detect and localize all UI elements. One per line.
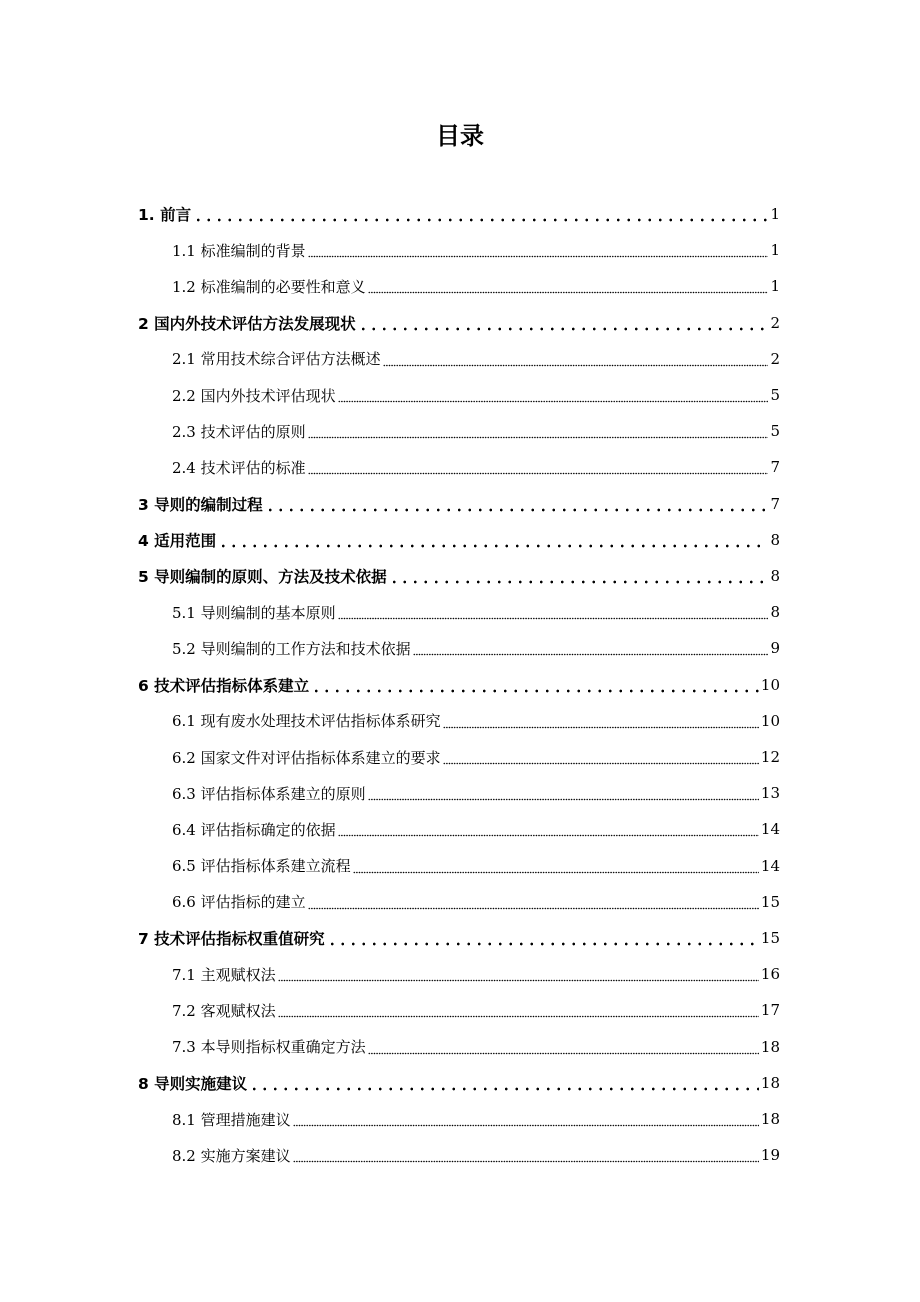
toc-dot-leader	[265, 486, 769, 522]
toc-dot-leader	[308, 884, 759, 920]
toc-chapter-entry[interactable]	[0, 305, 920, 341]
toc-entry-label: 6.4 评估指标确定的依据	[172, 820, 336, 839]
toc-page-number: 15	[760, 892, 780, 911]
toc-dot-leader	[383, 341, 769, 377]
toc-dot-leader	[338, 811, 759, 847]
toc-chapter-entry[interactable]	[0, 667, 920, 703]
toc-entry-label: 6.2 国家文件对评估指标体系建立的要求	[172, 748, 441, 767]
toc-dot-leader	[293, 1101, 759, 1137]
toc-entry-label: 7.2 客观赋权法	[172, 1001, 276, 1020]
toc-dot-leader	[368, 1029, 759, 1065]
toc-section-entry[interactable]	[0, 848, 920, 884]
toc-entry-label: 1.2 标准编制的必要性和意义	[172, 277, 366, 296]
toc-dot-leader	[338, 594, 769, 630]
toc-page-number: 14	[760, 820, 780, 839]
toc-dot-leader	[278, 956, 759, 992]
toc-entry-label: 6.6 评估指标的建立	[172, 893, 306, 912]
toc-page-number: 2	[770, 313, 780, 332]
toc-section-entry[interactable]	[0, 811, 920, 847]
toc-section-entry[interactable]	[0, 377, 920, 413]
toc-section-entry[interactable]	[0, 341, 920, 377]
toc-entry-label: 2.3 技术评估的原则	[172, 422, 306, 441]
toc-chapter-entry[interactable]	[0, 920, 920, 956]
toc-section-entry[interactable]	[0, 884, 920, 920]
toc-page-number: 13	[760, 784, 780, 803]
toc-entry-label: 8.2 实施方案建议	[172, 1146, 291, 1165]
toc-chapter-entry[interactable]	[0, 558, 920, 594]
toc-section-entry[interactable]	[0, 1137, 920, 1173]
toc-dot-leader	[218, 522, 768, 558]
toc-page-number: 7	[770, 494, 780, 513]
toc-dot-leader	[368, 268, 769, 304]
page-title: 目录	[436, 122, 484, 150]
toc-page-number: 1	[770, 241, 780, 260]
toc-section-entry[interactable]	[0, 992, 920, 1028]
toc-section-entry[interactable]	[0, 232, 920, 268]
toc-entry-label: 2.1 常用技术综合评估方法概述	[172, 350, 381, 369]
toc-dot-leader	[353, 848, 759, 884]
toc-entry-label: 7 技术评估指标权重值研究	[138, 930, 325, 948]
toc-dot-leader	[327, 920, 759, 956]
toc-section-entry[interactable]	[0, 739, 920, 775]
toc-dot-leader	[278, 992, 759, 1028]
toc-entry-label: 6 技术评估指标体系建立	[138, 676, 310, 695]
toc-entry-label: 7.3 本导则指标权重确定方法	[172, 1038, 366, 1057]
toc-page-number: 19	[760, 1146, 780, 1165]
toc-page-number: 2	[770, 349, 780, 368]
toc-chapter-entry[interactable]	[0, 1065, 920, 1101]
toc-section-entry[interactable]	[0, 449, 920, 485]
toc-entry-label: 2.4 技术评估的标准	[172, 458, 306, 477]
toc-page-number: 9	[770, 639, 780, 658]
toc-dot-leader	[293, 1137, 759, 1173]
toc-section-entry[interactable]	[0, 630, 920, 666]
toc-entry-label: 6.5 评估指标体系建立流程	[172, 857, 351, 876]
toc-page-number: 14	[760, 856, 780, 875]
toc-dot-leader	[358, 305, 769, 341]
toc-entry-label: 5.2 导则编制的工作方法和技术依据	[172, 639, 411, 658]
toc-page-number: 18	[760, 1073, 780, 1092]
toc-page-number: 18	[760, 1037, 780, 1056]
toc-page-number: 10	[760, 675, 780, 694]
toc-page-number: 15	[760, 929, 780, 947]
toc-dot-leader	[249, 1065, 759, 1101]
toc-page-number: 1	[770, 277, 780, 296]
toc-dot-leader	[338, 377, 769, 413]
toc-section-entry[interactable]	[0, 1029, 920, 1065]
toc-entry-label: 8 导则实施建议	[138, 1074, 248, 1093]
toc-entry-label: 4 适用范围	[138, 531, 217, 550]
toc-page-number: 8	[770, 567, 780, 585]
toc-dot-leader	[389, 558, 769, 594]
toc-entry-label: 1. 前言	[138, 206, 192, 224]
toc-page-number: 8	[770, 603, 780, 622]
toc-entry-label: 2.2 国内外技术评估现状	[172, 386, 336, 405]
toc-page-number: 18	[760, 1110, 780, 1128]
toc-section-entry[interactable]	[0, 775, 920, 811]
toc-section-entry[interactable]	[0, 413, 920, 449]
toc-entry-label: 6.3 评估指标体系建立的原则	[172, 784, 366, 803]
toc-dot-leader	[413, 630, 769, 666]
toc-page-number: 16	[760, 965, 780, 984]
toc-dot-leader	[308, 449, 769, 485]
toc-section-entry[interactable]	[0, 703, 920, 739]
toc-entry-label: 6.1 现有废水处理技术评估指标体系研究	[172, 712, 441, 731]
toc-entry-label: 3 导则的编制过程	[138, 495, 263, 514]
toc-dot-leader	[311, 667, 759, 703]
toc-section-entry[interactable]	[0, 1101, 920, 1137]
toc-entry-label: 8.1 管理措施建议	[172, 1110, 291, 1129]
toc-page-number: 17	[760, 1001, 780, 1020]
toc-dot-leader	[308, 232, 769, 268]
toc-chapter-entry[interactable]	[0, 486, 920, 522]
toc-section-entry[interactable]	[0, 268, 920, 304]
toc-entry-label: 5.1 导则编制的基本原则	[172, 603, 336, 622]
toc-chapter-entry[interactable]	[0, 196, 920, 232]
toc-section-entry[interactable]	[0, 956, 920, 992]
toc-page-number: 5	[770, 386, 780, 404]
toc-page-number: 8	[770, 530, 780, 549]
toc-page-number: 5	[770, 422, 780, 441]
toc-dot-leader	[443, 703, 759, 739]
toc-dot-leader	[308, 413, 769, 449]
toc-section-entry[interactable]	[0, 594, 920, 630]
toc-entry-label: 1.1 标准编制的背景	[172, 241, 306, 260]
toc-page-number: 1	[770, 205, 780, 223]
toc-entry-label: 5 导则编制的原则、方法及技术依据	[138, 568, 387, 586]
toc-chapter-entry[interactable]	[0, 522, 920, 558]
toc-entry-label: 7.1 主观赋权法	[172, 965, 276, 984]
toc-dot-leader	[193, 196, 768, 232]
toc-page-number: 12	[760, 748, 780, 766]
toc-entry-label: 2 国内外技术评估方法发展现状	[138, 314, 356, 333]
toc-page-number: 7	[770, 458, 780, 477]
toc-page-number: 10	[760, 711, 780, 730]
toc-dot-leader	[368, 775, 759, 811]
toc-dot-leader	[443, 739, 759, 775]
